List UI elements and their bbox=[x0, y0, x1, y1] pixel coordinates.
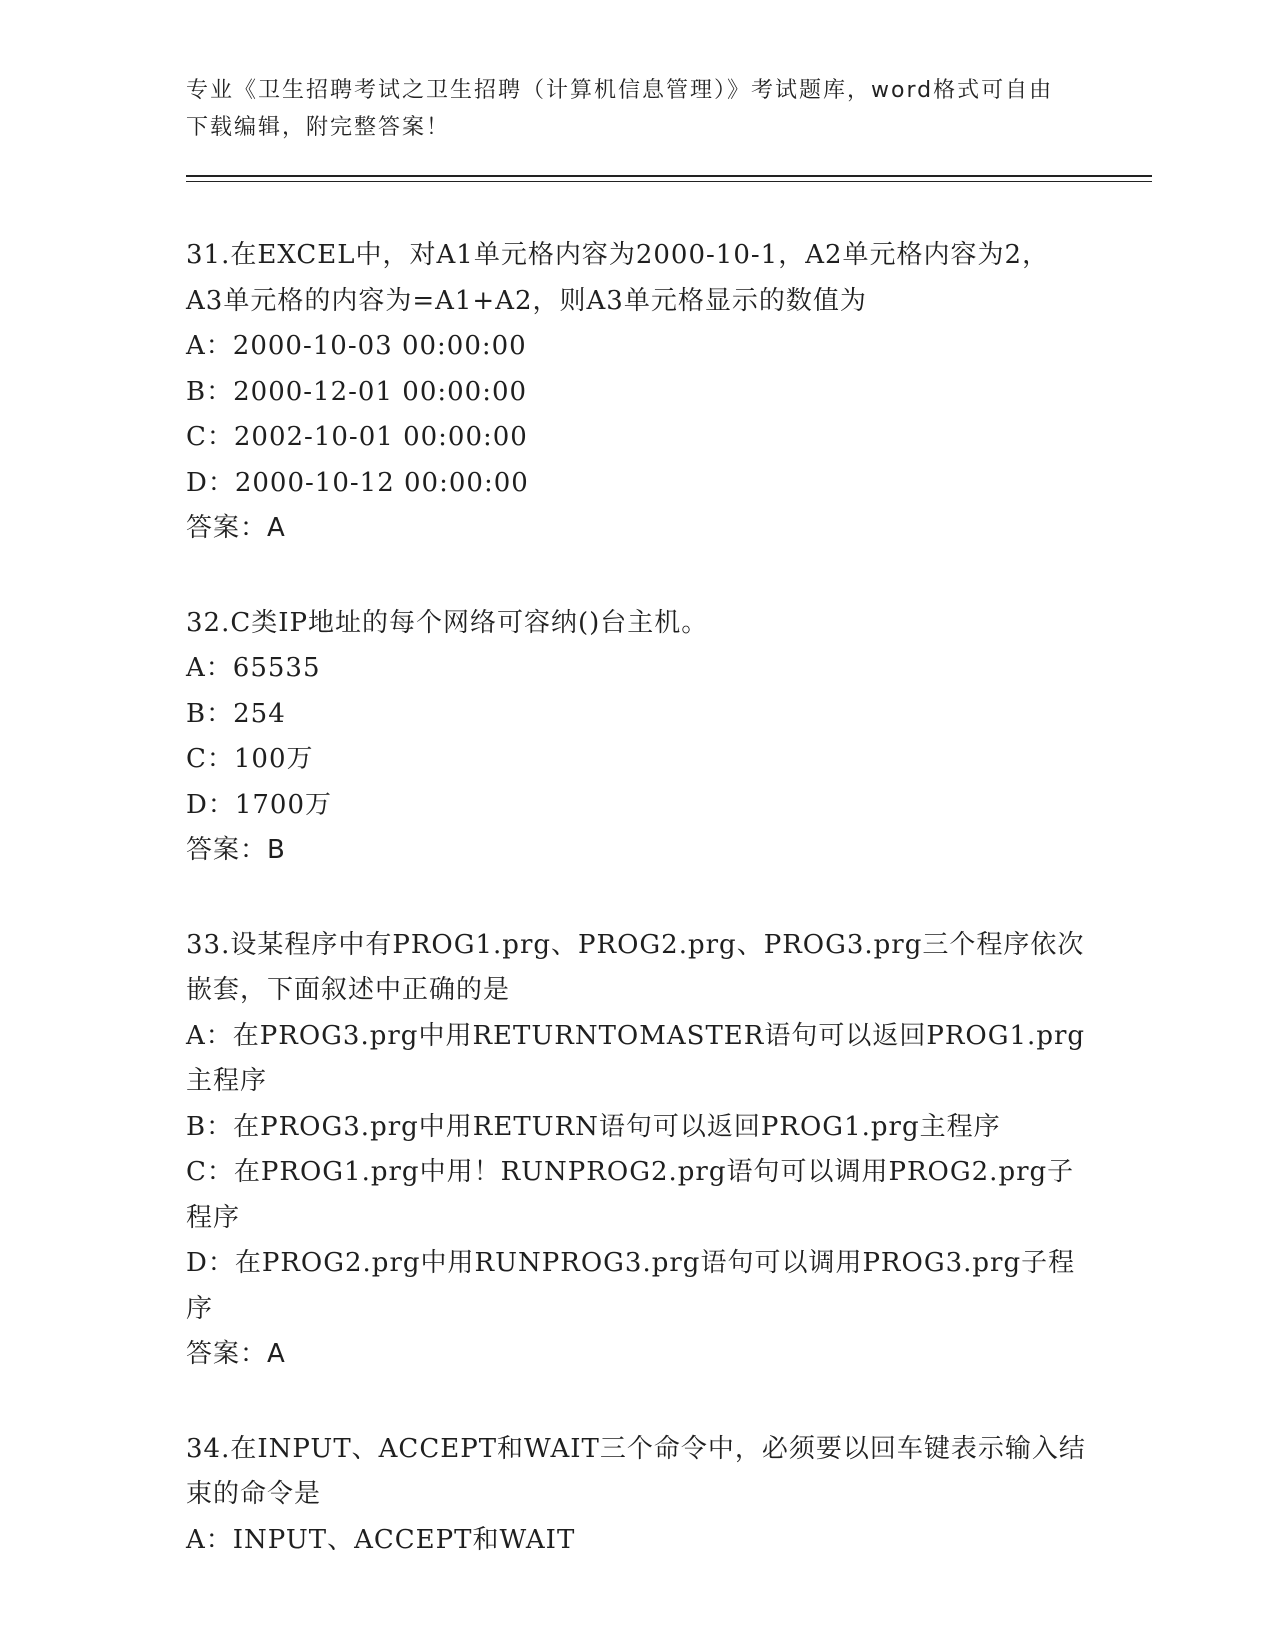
question-34 bbox=[186, 1427, 1086, 1564]
option-b: B：254 bbox=[186, 698, 286, 729]
header-rule-thick bbox=[186, 175, 1152, 177]
option-c: C：100万 bbox=[186, 744, 314, 774]
question-list bbox=[186, 233, 1086, 1612]
answer: 答案：A bbox=[186, 513, 286, 543]
option-a: A：INPUT、ACCEPT和WAIT bbox=[186, 1524, 576, 1555]
option-b: B：在PROG3.prg中用RETURN语句可以返回PROG1.prg主程序 bbox=[186, 1111, 1001, 1142]
option-a: A：在PROG3.prg中用RETURNTOMASTER语句可以返回PROG1.prg主程序 bbox=[186, 1020, 1086, 1096]
question-32 bbox=[186, 601, 1086, 874]
question-stem: 34.在INPUT、ACCEPT和WAIT三个命令中，必须要以回车键表示输入结束的命令是 bbox=[186, 1433, 1086, 1509]
question-31 bbox=[186, 233, 1086, 552]
option-c: C：2002-10-01 00:00:00 bbox=[186, 422, 528, 452]
answer: 答案：A bbox=[186, 1339, 286, 1369]
document-header: 专业《卫生招聘考试之卫生招聘（计算机信息管理）》考试题库，word格式可自由下载编辑，附完整答案！ bbox=[186, 78, 1054, 140]
question-stem: 33.设某程序中有PROG1.prg、PROG2.prg、PROG3.prg三个程序依次嵌套，下面叙述中正确的是 bbox=[186, 929, 1085, 1005]
option-d: D：在PROG2.prg中用RUNPROG3.prg语句可以调用PROG3.prg子程序 bbox=[186, 1248, 1076, 1324]
answer: 答案：B bbox=[186, 835, 286, 865]
option-d: D：2000-10-12 00:00:00 bbox=[186, 467, 529, 498]
question-stem: 31.在EXCEL中，对A1单元格内容为2000-10-1，A2单元格内容为2，A3单元格的内容为=A1+A2，则A3单元格显示的数值为 bbox=[186, 240, 1050, 316]
question-stem: 32.C类IP地址的每个网络可容纳()台主机。 bbox=[186, 607, 709, 638]
question-33 bbox=[186, 923, 1086, 1378]
option-b: B：2000-12-01 00:00:00 bbox=[186, 376, 528, 407]
header-rule-thin bbox=[186, 181, 1152, 182]
option-a: A：65535 bbox=[186, 653, 321, 683]
option-d: D：1700万 bbox=[186, 789, 333, 820]
option-a: A：2000-10-03 00:00:00 bbox=[186, 331, 527, 361]
option-c: C：在PROG1.prg中用！RUNPROG2.prg语句可以调用PROG2.prg子程序 bbox=[186, 1157, 1075, 1233]
